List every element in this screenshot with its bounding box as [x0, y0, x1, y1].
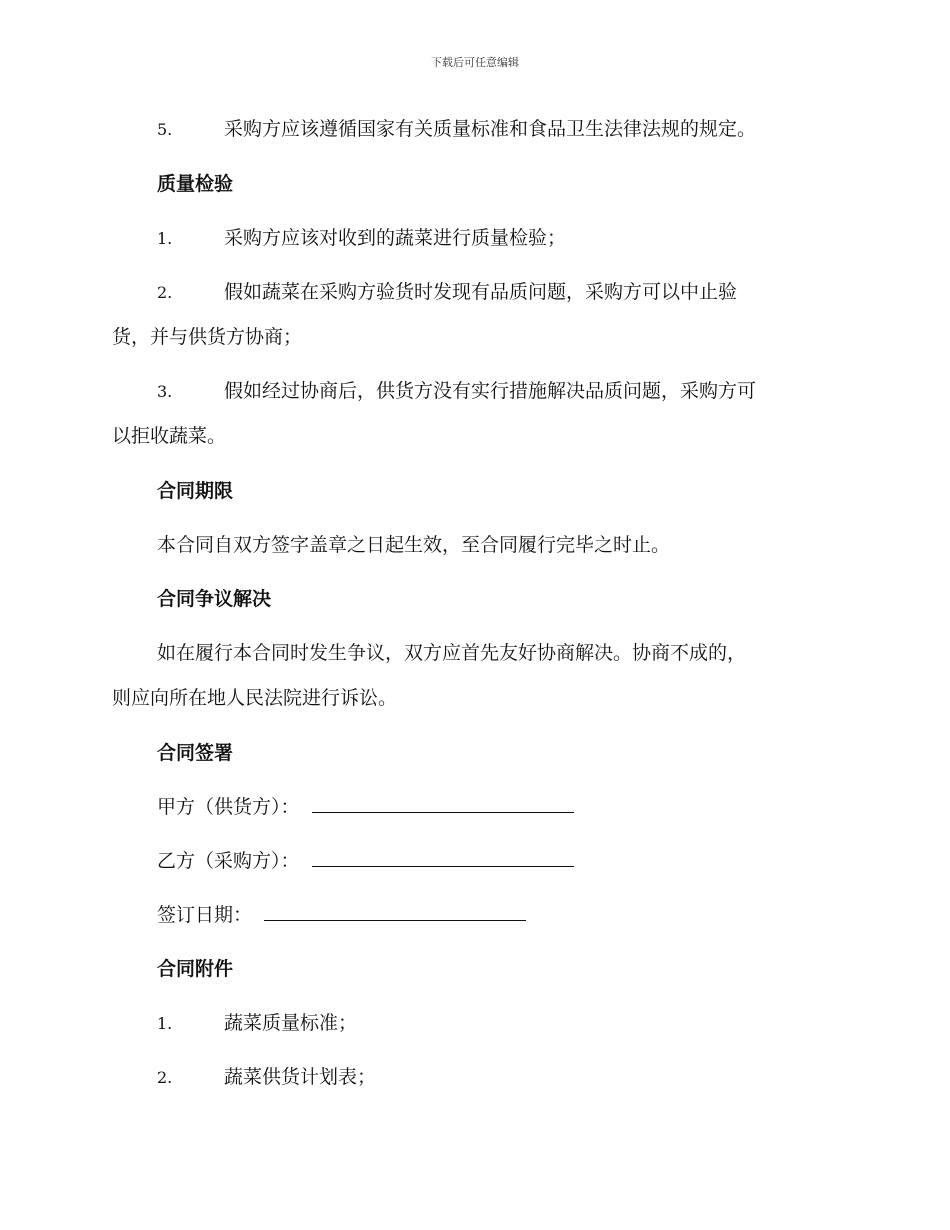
- party-b-blank: [312, 848, 574, 867]
- paragraph: 假如蔬菜在采购方验货时发现有品质问题，采购方可以中止验: [224, 281, 738, 303]
- paragraph: 如在履行本合同时发生争议，双方应首先友好协商解决。协商不成的，: [157, 642, 747, 664]
- signature-line-party-a: [157, 794, 574, 820]
- paragraph: 假如经过协商后，供货方没有实行措施解决品质问题，采购方可: [224, 380, 757, 402]
- party-a-blank: [312, 794, 574, 813]
- sign-date-label: 签订日期：: [157, 904, 253, 926]
- section-heading-signing: 合同签署: [157, 742, 234, 764]
- list-number: 3.: [157, 382, 173, 401]
- paragraph: 蔬菜供货计划表；: [224, 1066, 377, 1088]
- paragraph: 以拒收蔬菜。: [112, 425, 227, 447]
- list-number: 2.: [157, 1068, 173, 1087]
- page-header: 下载后可任意编辑: [431, 56, 519, 69]
- section-heading-quality: 质量检验: [157, 173, 234, 195]
- sign-date-blank: [264, 902, 526, 921]
- section-heading-term: 合同期限: [157, 480, 234, 502]
- party-a-label: 甲方（供货方）：: [157, 796, 300, 818]
- list-number: 1.: [157, 229, 173, 248]
- paragraph: 采购方应该对收到的蔬菜进行质量检验；: [224, 227, 567, 249]
- paragraph: 采购方应该遵循国家有关质量标准和食品卫生法律法规的规定。: [224, 118, 757, 140]
- signature-line-party-b: [157, 848, 574, 874]
- list-number: 5.: [157, 120, 173, 139]
- paragraph: 则应向所在地人民法院进行诉讼。: [112, 687, 398, 709]
- paragraph: 蔬菜质量标准；: [224, 1012, 358, 1034]
- paragraph: 本合同自双方签字盖章之日起生效，至合同履行完毕之时止。: [157, 534, 671, 556]
- signature-line-date: [157, 902, 526, 928]
- list-number: 1.: [157, 1014, 173, 1033]
- paragraph: 货，并与供货方协商；: [112, 326, 303, 348]
- section-heading-annex: 合同附件: [157, 958, 234, 980]
- list-number: 2.: [157, 283, 173, 302]
- section-heading-dispute: 合同争议解决: [157, 588, 272, 610]
- party-b-label: 乙方（采购方）：: [157, 850, 300, 872]
